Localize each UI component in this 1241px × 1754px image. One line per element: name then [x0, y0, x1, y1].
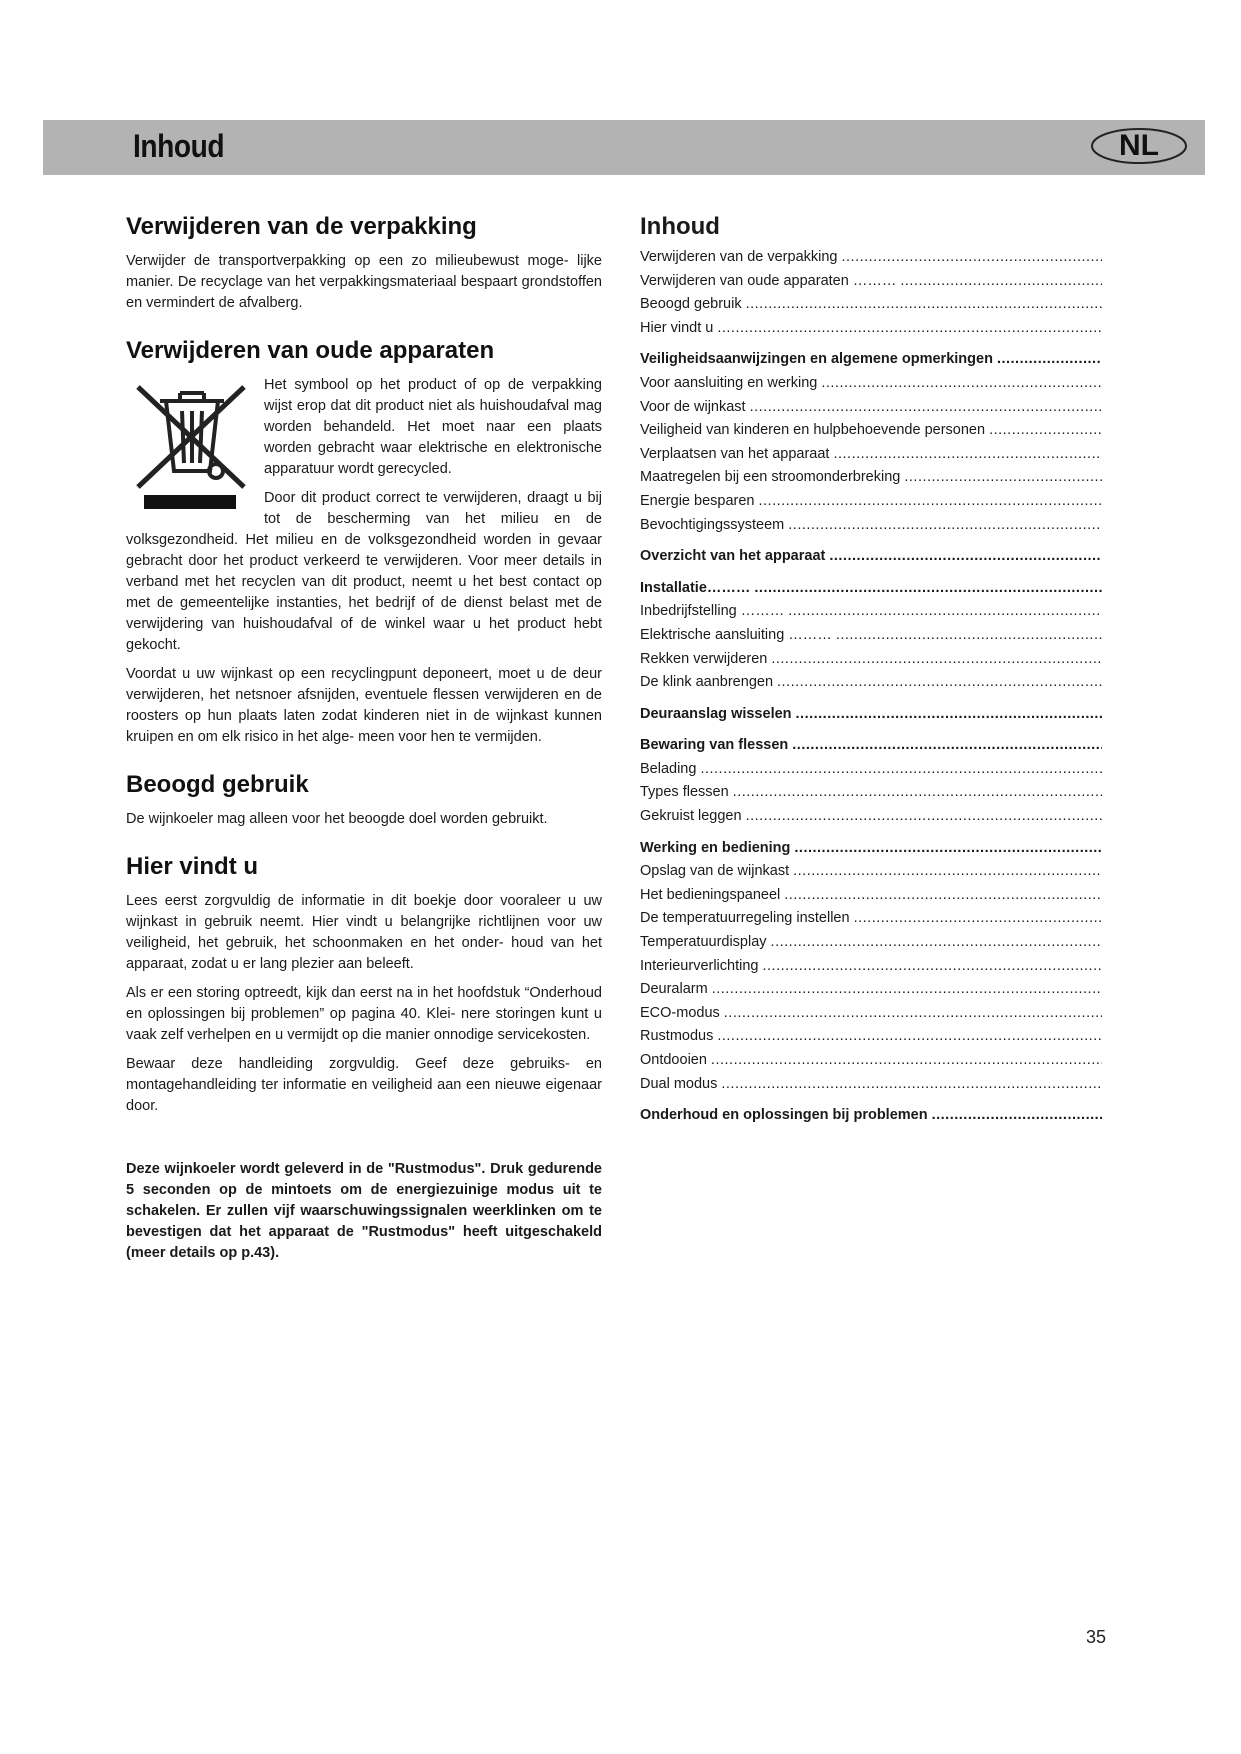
toc-entry-label: Voor de wijnkast: [640, 398, 746, 415]
toc-entry: [640, 270, 1102, 294]
toc-entry-label: Bewaring van flessen: [640, 737, 789, 754]
toc-leader-dots: [788, 600, 1102, 624]
section-packaging: [126, 212, 602, 314]
section-intended-use: [126, 770, 602, 830]
toc-entry: [640, 734, 1102, 758]
toc-entry-label: Verwijderen van oude apparaten ………: [640, 272, 897, 289]
paragraph: Als er een storing optreedt, kijk dan eerst na in het hoofdstuk “Onderhoud en oplossingen bij problemen” op pagina 40. Klei- nere storingen kunt u vaak zelf verhelpen en u vermijdt op die manier onnodige servicekosten.: [126, 985, 602, 1043]
toc-entry-label: Temperatuurdisplay: [640, 934, 767, 951]
toc-entry-label: Opslag van de wijnkast: [640, 863, 790, 880]
toc-entry: [640, 317, 1102, 341]
toc-entry: [640, 955, 1102, 979]
toc-entry-label: ECO-modus: [640, 1004, 720, 1021]
toc-leader-dots: [700, 758, 1102, 782]
toc-entry-label: Inbedrijfstelling ………: [640, 603, 785, 620]
paragraph: Bewaar deze handleiding zorgvuldig. Geef deze gebruiks- en montagehandleiding ter informatie en veiligheid aan een nieuwe eigenaar door.: [126, 1056, 602, 1114]
toc-leader-dots: [746, 293, 1102, 317]
toc-entry: [640, 600, 1102, 624]
toc-entry-label: Deuralarm: [640, 981, 708, 998]
toc-leader-dots: [788, 514, 1102, 538]
toc-leader-dots: [900, 270, 1102, 294]
section-title: Hier vindt u: [126, 853, 259, 880]
header-bar: [43, 120, 1205, 175]
toc-title: Inhoud: [640, 213, 720, 240]
toc-entry-label: Installatie………: [640, 579, 751, 596]
toc-entry-label: Overzicht van het apparaat: [640, 548, 826, 565]
toc-entry: [640, 758, 1102, 782]
toc-entry-label: De klink aanbrengen: [640, 674, 774, 691]
toc-entry: [640, 1049, 1102, 1073]
toc-entry-label: Belading: [640, 760, 697, 777]
toc-entry-label: Onderhoud en oplossingen bij problemen: [640, 1107, 928, 1124]
toc-leader-dots: [904, 466, 1102, 490]
toc-leader-dots: [932, 1104, 1102, 1128]
toc-leader-dots: [758, 490, 1102, 514]
section-title: Beoogd gebruik: [126, 771, 309, 798]
toc-entry: [640, 671, 1102, 695]
toc-leader-dots: [717, 1025, 1102, 1049]
toc-leader-dots: [733, 781, 1102, 805]
toc-entry-label: Werking en bediening: [640, 839, 791, 856]
toc-leader-dots: [841, 246, 1102, 270]
toc-list: [640, 246, 1102, 1128]
toc-leader-dots: [829, 545, 1102, 569]
toc-entry-label: Interieurverlichting: [640, 957, 759, 974]
toc-leader-dots: [711, 1049, 1102, 1073]
toc-entry-label: Elektrische aansluiting ………: [640, 626, 832, 643]
toc-leader-dots: [854, 907, 1102, 931]
toc-entry-label: Hier vindt u: [640, 319, 714, 336]
toc-entry: [640, 648, 1102, 672]
paragraph: Het symbool op het product of op de verpakking wijst erop dat dit product niet als huishoudafval mag worden behandeld. Het moet naar een plaats worden gebracht waar elektrische en elektronische apparatuur wordt gerecycled.: [264, 377, 602, 477]
toc-entry: [640, 372, 1102, 396]
section-title: Verwijderen van oude apparaten: [126, 337, 495, 364]
toc-leader-dots: [794, 837, 1102, 861]
toc-entry-label: Veiligheid van kinderen en hulpbehoevende personen: [640, 422, 986, 439]
toc-entry-label: Beoogd gebruik: [640, 296, 742, 313]
paragraph: Lees eerst zorgvuldig de informatie in dit boekje door vooraleer u uw wijnkast in gebruik neemt. Hier vindt u belangrijke richtlijnen voor uw veiligheid, het gebruik, het schoonmaken en het onder- houd van het apparaat, zodat u er lang plezier aan beleeft.: [126, 893, 602, 972]
toc-entry: [640, 1002, 1102, 1026]
toc-entry: [640, 884, 1102, 908]
toc-entry-label: Energie besparen: [640, 492, 755, 509]
toc-entry: [640, 837, 1102, 861]
toc-entry-label: Verwijderen van de verpakking: [640, 249, 838, 265]
toc-entry: [640, 907, 1102, 931]
toc-entry: [640, 419, 1102, 443]
toc-entry-label: De temperatuurregeling instellen: [640, 910, 850, 927]
table-of-contents: [640, 212, 1102, 1128]
toc-entry: [640, 577, 1102, 601]
paragraph: Voordat u uw wijnkast op een recyclingpunt deponeert, moet u de deur verwijderen, het netsnoer afsnijden, eventuele flessen verwijderen en de roosters op hun plaats laten zodat kinderen niet in de wijnkast kunnen kruipen en om elk risico in het alge- meen voor hen te vermijden.: [126, 666, 602, 745]
toc-entry: [640, 293, 1102, 317]
section-old-appliances: [126, 336, 602, 748]
paragraph: Door dit product correct te verwijderen, draagt u bij tot de bescherming van het milieu en de volksgezondheid. Het milieu en de volksgezondheid worden in gevaar gebracht door het product verkeerd te verwijderen. Voor meer details in verband met het recyclen van dit product, neemt u het best contact op met de gemeentelijke instanties, het bedrijf of de dienst belast met de verwijdering van huishoudafval of de winkel waar u het product hebt gekocht.: [126, 490, 602, 653]
toc-entry-label: Gekruist leggen: [640, 808, 742, 825]
toc-entry: [640, 860, 1102, 884]
toc-entry-label: Dual modus: [640, 1075, 718, 1092]
toc-entry: [640, 396, 1102, 420]
toc-entry: [640, 703, 1102, 727]
toc-leader-dots: [712, 978, 1102, 1002]
toc-leader-dots: [754, 577, 1102, 601]
toc-entry-label: Bevochtigingssysteem: [640, 516, 785, 533]
toc-leader-dots: [796, 703, 1102, 727]
toc-entry: [640, 348, 1102, 372]
toc-entry-label: Veiligheidsaanwijzingen en algemene opmerkingen: [640, 351, 993, 368]
toc-leader-dots: [762, 955, 1102, 979]
toc-leader-dots: [724, 1002, 1102, 1026]
toc-entry: [640, 514, 1102, 538]
toc-entry-label: Ontdooien: [640, 1052, 707, 1068]
toc-entry: [640, 624, 1102, 648]
toc-leader-dots: [989, 419, 1102, 443]
toc-entry: [640, 1025, 1102, 1049]
language-code: NL: [1119, 129, 1159, 162]
toc-entry-label: Types flessen: [640, 784, 729, 801]
toc-leader-dots: [821, 372, 1102, 396]
toc-leader-dots: [997, 348, 1102, 372]
toc-entry: [640, 1104, 1102, 1128]
toc-leader-dots: [777, 671, 1102, 695]
toc-leader-dots: [792, 734, 1102, 758]
toc-leader-dots: [784, 884, 1102, 908]
toc-entry: [640, 978, 1102, 1002]
toc-leader-dots: [793, 860, 1102, 884]
toc-entry-label: Verplaatsen van het apparaat: [640, 445, 830, 462]
weee-crossed-bin-icon: [126, 375, 254, 513]
toc-entry: [640, 781, 1102, 805]
toc-entry: [640, 443, 1102, 467]
language-badge: [1089, 126, 1189, 166]
toc-entry: [640, 490, 1102, 514]
section-find-here: [126, 852, 602, 1117]
section-title: Verwijderen van de verpakking: [126, 213, 477, 240]
toc-entry-label: Het bedieningspaneel: [640, 886, 781, 903]
rest-mode-notice: Deze wijnkoeler wordt geleverd in de "Rustmodus". Druk gedurende 5 seconden op de mintoets om de energiezuinige modus uit te schakelen. Er zullen vijf waarschuwingssignalen weerklinken om te bevestigen dat het apparaat de "Rustmodus" heeft uitgeschakeld (meer details op p.43).: [126, 1161, 602, 1261]
toc-entry-label: Voor aansluiting en werking: [640, 374, 818, 391]
toc-entry: [640, 246, 1102, 270]
toc-leader-dots: [771, 648, 1102, 672]
toc-leader-dots: [833, 443, 1102, 467]
toc-leader-dots: [836, 624, 1102, 648]
toc-entry: [640, 805, 1102, 829]
toc-entry: [640, 545, 1102, 569]
toc-leader-dots: [721, 1073, 1102, 1097]
page-title: Inhoud: [133, 128, 225, 164]
toc-entry: [640, 466, 1102, 490]
left-column: [126, 212, 602, 1264]
toc-leader-dots: [746, 805, 1102, 829]
paragraph: De wijnkoeler mag alleen voor het beoogde doel worden gebruikt.: [126, 811, 548, 827]
toc-entry: [640, 931, 1102, 955]
toc-entry: [640, 1073, 1102, 1097]
toc-entry-label: Rekken verwijderen: [640, 650, 768, 667]
toc-leader-dots: [750, 396, 1102, 420]
paragraph: Verwijder de transportverpakking op een zo milieubewust moge- lijke manier. De recyclage van het verpakkingsmateriaal bespaart grondstoffen en vermindert de afvalberg.: [126, 253, 602, 311]
page-number: 35: [1086, 1627, 1107, 1647]
toc-leader-dots: [717, 317, 1102, 341]
toc-entry-label: Rustmodus: [640, 1028, 714, 1045]
toc-entry-label: Maatregelen bij een stroomonderbreking: [640, 469, 901, 486]
toc-leader-dots: [771, 931, 1102, 955]
toc-entry-label: Deuraanslag wisselen: [640, 705, 792, 722]
